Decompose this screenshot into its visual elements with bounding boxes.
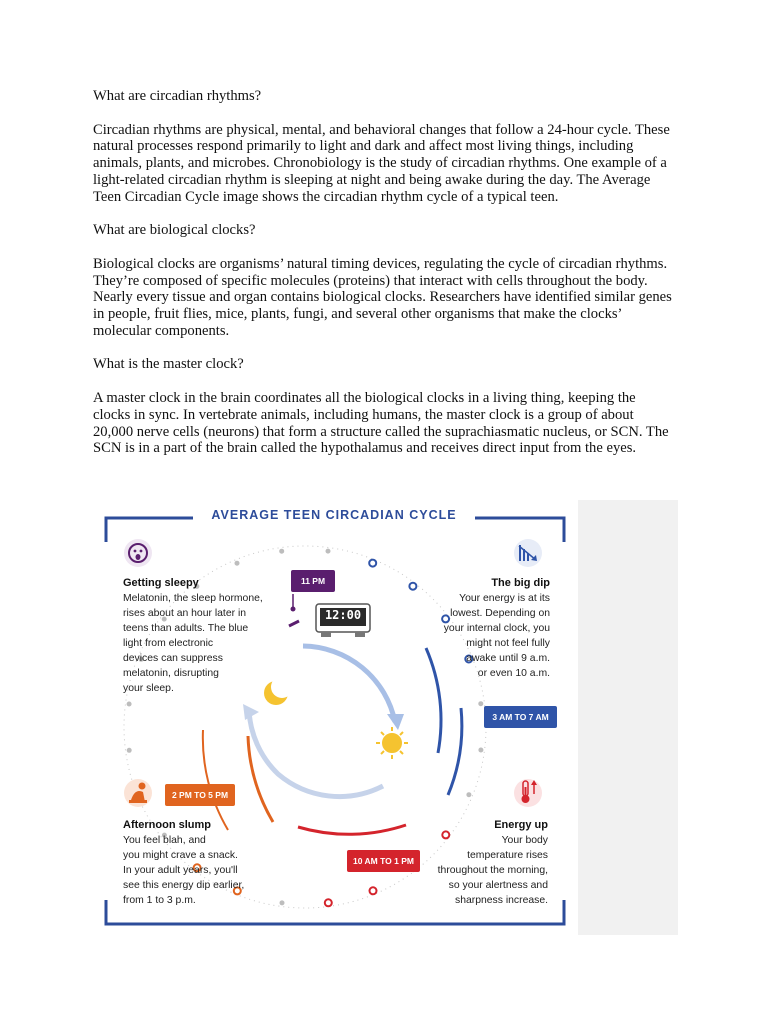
badge-2pm-5pm: 2 PM TO 5 PM xyxy=(165,784,235,806)
thermometer-icon xyxy=(514,779,542,807)
caption-line: awake until 9 a.m. xyxy=(466,653,550,664)
badge-3am-7am: 3 AM TO 7 AM xyxy=(484,706,557,728)
slumped-person-icon xyxy=(124,779,152,807)
caption-line: teens than adults. The blue xyxy=(123,623,249,634)
caption-line: your internal clock, you xyxy=(443,623,550,634)
caption-line: lowest. Depending on xyxy=(450,608,550,619)
caption-line: so your alertness and xyxy=(448,880,548,891)
cycle-arrowhead-top xyxy=(387,714,404,730)
figure-panel xyxy=(93,500,578,935)
caption-line: or even 10 a.m. xyxy=(477,668,550,679)
heading-master-clock: What is the master clock? xyxy=(93,356,244,373)
getting-sleepy-heading: Getting sleepy xyxy=(123,577,199,589)
cycle-dot xyxy=(478,748,483,753)
sleepy-pointer-dot xyxy=(291,607,296,612)
sun-icon xyxy=(376,727,408,759)
caption-line: see this energy dip earlier, xyxy=(123,880,245,891)
cycle-dot xyxy=(370,887,377,894)
paragraph-biological-clocks: Biological clocks are organisms’ natural timing devices, regulating the cycle of circadian rhythms. They’re composed of specific molecules (proteins) that interact with cells throughout the body. Nearly every tissue and organ contains biological clocks. Researchers have identified similar genes in people, fruit flies, mice, plants, fungi, and several other organisms that make the clocks’ molecular components. xyxy=(93,255,672,339)
cycle-arrow-bottom xyxy=(249,710,383,797)
heading-circadian-rhythms: What are circadian rhythms? xyxy=(93,88,262,104)
afternoon-arc-outer xyxy=(203,730,228,830)
big-dip-arc-outer xyxy=(448,708,462,795)
cycle-dot xyxy=(369,560,376,567)
figure-title: AVERAGE TEEN CIRCADIAN CYCLE xyxy=(211,508,457,522)
caption-line: from 1 to 3 p.m. xyxy=(123,895,196,906)
cycle-arrow-top xyxy=(303,646,395,722)
sleepy-tick xyxy=(289,621,299,626)
caption-line: In your adult years, you'll xyxy=(123,865,238,876)
caption-line: your sleep. xyxy=(123,683,174,694)
caption-line: throughout the morning, xyxy=(437,865,548,876)
cycle-dot xyxy=(325,899,332,906)
big-dip-text xyxy=(393,576,550,681)
energy-arc xyxy=(298,825,406,834)
caption-line: temperature rises xyxy=(467,850,548,861)
cycle-dot xyxy=(466,792,471,797)
decline-chart-icon xyxy=(514,539,542,567)
big-dip-heading: The big dip xyxy=(491,577,550,589)
caption-line: might not feel fully xyxy=(466,638,550,649)
caption-line: melatonin, disrupting xyxy=(123,668,219,679)
cycle-dot xyxy=(478,701,483,706)
cycle-dot xyxy=(279,549,284,554)
badge-11pm: 11 PM xyxy=(291,570,335,592)
cycle-dot xyxy=(235,561,240,566)
caption-line: rises about an hour later in xyxy=(123,608,247,619)
getting-sleepy-body xyxy=(123,591,283,696)
energy-up-text xyxy=(393,818,548,908)
caption-line: devices can suppress xyxy=(123,653,223,664)
heading-biological-clocks: What are biological clocks? xyxy=(93,222,256,239)
caption-line: sharpness increase. xyxy=(455,895,548,906)
afternoon-slump-body xyxy=(123,833,283,908)
paragraph-master-clock: A master clock in the brain coordinates all the biological clocks in a living thing, keeping the clocks in sync. In vertebrate animals, including humans, the master clock is a group of about 20,000 nerve cells (neurons) that form a structure called the suprachiasmatic nucleus, or SCN. The SCN is in a part of the brain called the hypothalamus and receives direct input from the eyes. xyxy=(93,390,669,457)
caption-line: Your energy is at its xyxy=(459,593,550,604)
caption-line: You feel blah, and xyxy=(123,835,206,846)
paragraph-circadian-rhythms: Circadian rhythms are physical, mental, and behavioral changes that follow a 24-hour cycle. These natural processes respond primarily to light and dark and affect most living things, including animals, plants, and microbes. Chronobiology is the study of circadian rhythms. One example of a light-related circadian rhythm is sleeping at night and being awake during the day. The Average Teen Circadian Cycle image shows the circadian rhythm cycle of a typical teen. xyxy=(93,121,670,205)
afternoon-slump-text xyxy=(123,818,283,908)
sleepy-face-icon xyxy=(124,539,152,567)
energy-up-body xyxy=(393,833,548,908)
badge-10am-1pm: 10 AM TO 1 PM xyxy=(347,850,420,872)
big-dip-body xyxy=(393,591,550,681)
caption-line: Melatonin, the sleep hormone, xyxy=(123,593,263,604)
caption-line: light from electronic xyxy=(123,638,214,649)
energy-up-heading: Energy up xyxy=(494,819,548,831)
cycle-dot xyxy=(326,549,331,554)
getting-sleepy-text xyxy=(123,576,283,696)
cycle-dot xyxy=(127,748,132,753)
clock-display: 12:00 xyxy=(324,608,362,622)
caption-line: Your body xyxy=(501,835,548,846)
circadian-figure xyxy=(93,500,678,935)
cycle-dot xyxy=(127,702,132,707)
afternoon-slump-heading: Afternoon slump xyxy=(123,819,211,831)
caption-line: you might crave a snack. xyxy=(123,850,238,861)
document-body xyxy=(93,88,673,474)
